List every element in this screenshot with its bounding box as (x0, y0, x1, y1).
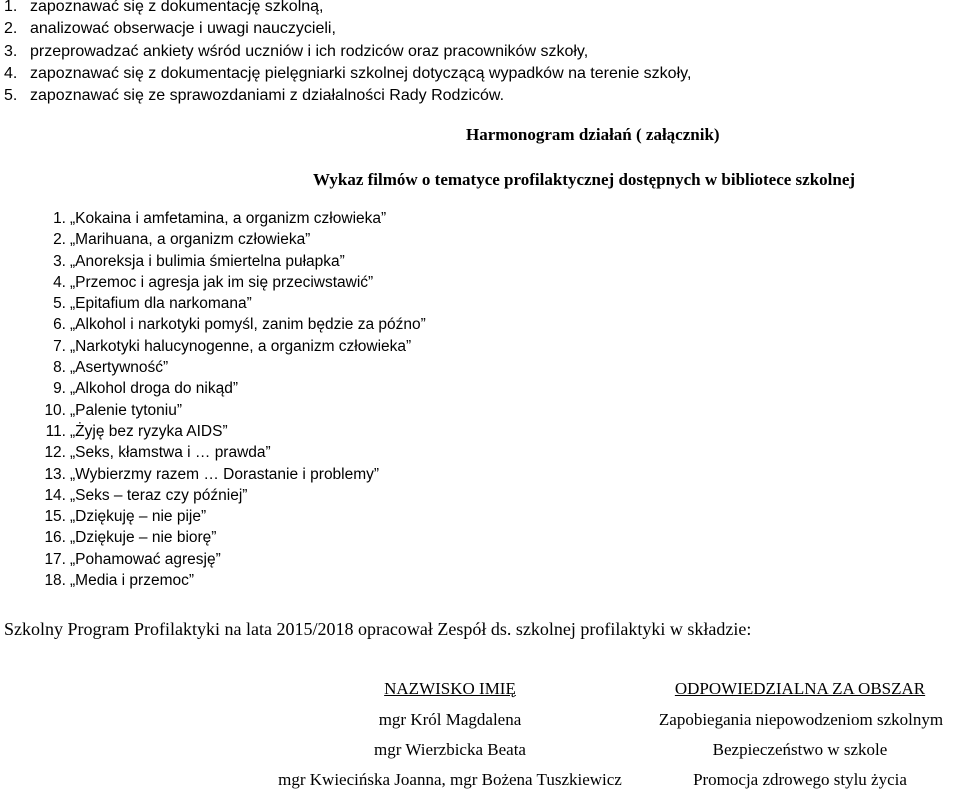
film-number: 1. (53, 210, 66, 227)
film-number: 13. (44, 465, 66, 483)
film-title: „Anoreksja i bulimia śmiertelna pułapka” (70, 252, 345, 270)
team-member-area: Bezpieczeństwo w szkole (712, 740, 888, 759)
list-item (36, 485, 426, 506)
film-title: „Media i przemoc” (70, 572, 195, 590)
list-item-number: 3. (4, 42, 18, 60)
list-item-number: 1. (4, 0, 18, 15)
film-number: 14. (44, 486, 66, 504)
list-item (46, 251, 426, 272)
film-title: „Dziękuje – nie biorę” (70, 529, 217, 547)
area-column-header: ODPOWIEDZIALNA ZA OBSZAR (674, 679, 926, 698)
list-item-text: zapoznawać się z dokumentację szkolną, (30, 0, 324, 15)
list-item-number: 4. (4, 64, 18, 82)
film-number: 16. (44, 529, 66, 547)
film-title: „Alkohol i narkotyki pomyśl, zanim będzie za późno” (70, 316, 426, 334)
list-item (36, 506, 426, 527)
film-number: 4. (53, 273, 66, 291)
list-item-number: 2. (4, 20, 18, 38)
film-number: 2. (53, 231, 66, 249)
film-title: „Alkohol droga do nikąd” (70, 380, 239, 398)
film-title: „Palenie tytoniu” (70, 401, 183, 419)
list-item (46, 314, 426, 335)
film-title: „Kokaina i amfetamina, a organizm człowieka” (70, 210, 387, 227)
film-list (46, 208, 426, 591)
list-item (46, 229, 426, 250)
film-number: 12. (44, 444, 66, 462)
film-title: „Pohamować agresję” (70, 550, 221, 568)
film-number: 18. (44, 572, 66, 590)
list-item (36, 549, 426, 570)
film-title: „Żyję bez ryzyka AIDS” (70, 422, 228, 440)
film-number: 5. (53, 295, 66, 313)
list-item (46, 272, 426, 293)
film-title: „Przemoc i agresja jak im się przeciwstawić” (70, 273, 374, 291)
film-title: „Wybierzmy razem … Dorastanie i problemy” (70, 465, 380, 483)
list-item (46, 378, 426, 399)
film-title: „Asertywność” (70, 359, 169, 377)
film-title: „Seks – teraz czy później” (70, 486, 248, 504)
list-item (46, 208, 426, 229)
film-number: 17. (44, 550, 66, 568)
harmonogram-heading: Harmonogram działań ( załącznik) (466, 125, 720, 144)
film-number: 3. (53, 252, 66, 270)
list-item (36, 421, 426, 442)
film-number: 11. (45, 422, 66, 440)
list-item (36, 442, 426, 463)
list-item (46, 357, 426, 378)
list-item-text: zapoznawać się z dokumentację pielęgniarki szkolnej dotyczącą wypadków na terenie szkoły, (30, 64, 692, 82)
film-title: „Seks, kłamstwa i … prawda” (70, 444, 271, 462)
list-item (36, 400, 426, 421)
film-number: 10. (44, 401, 66, 419)
film-title: „Dziękuję – nie pije” (70, 508, 207, 526)
team-member-area: Zapobiegania niepowodzeniom szkolnym (658, 710, 944, 729)
top-numbered-list (0, 0, 691, 107)
film-number: 7. (53, 337, 66, 355)
film-number: 8. (53, 359, 66, 377)
list-item (46, 293, 426, 314)
film-title: „Narkotyki halucynogenne, a organizm człowieka” (70, 337, 412, 355)
film-list-heading: Wykaz filmów o tematyce profilaktycznej dostępnych w bibliotece szkolnej (313, 170, 856, 189)
team-member-name: mgr Król Magdalena (378, 710, 522, 729)
team-member-name: mgr Wierzbicka Beata (374, 740, 526, 759)
list-item (36, 570, 426, 591)
list-item-text: zapoznawać się ze sprawozdaniami z działalności Rady Rodziców. (30, 87, 505, 105)
team-member-name: mgr Kwiecińska Joanna, mgr Bożena Tuszkiewicz (278, 770, 622, 789)
list-item-text: analizować obserwacje i uwagi nauczycieli, (30, 20, 336, 38)
list-item (0, 41, 691, 63)
team-member-area: Promocja zdrowego stylu życia (693, 770, 907, 789)
film-number: 15. (44, 508, 66, 526)
list-item-text: przeprowadzać ankiety wśród uczniów i ich rodziców oraz pracowników szkoły, (30, 42, 589, 60)
list-item (36, 464, 426, 485)
film-number: 6. (53, 316, 66, 334)
name-column-header: NAZWISKO IMIĘ (384, 679, 516, 698)
program-statement: Szkolny Program Profilaktyki na lata 2015/2018 opracował Zespół ds. szkolnej profilaktyki w składzie: (4, 619, 752, 639)
list-item (0, 85, 691, 107)
film-title: „Epitafium dla narkomana” (70, 295, 252, 313)
list-item (0, 63, 691, 85)
film-title: „Marihuana, a organizm człowieka” (70, 231, 311, 249)
film-number: 9. (53, 380, 66, 398)
list-item (36, 527, 426, 548)
list-item (46, 336, 426, 357)
list-item-number: 5. (4, 87, 18, 105)
list-item (0, 18, 691, 40)
list-item (0, 0, 691, 18)
